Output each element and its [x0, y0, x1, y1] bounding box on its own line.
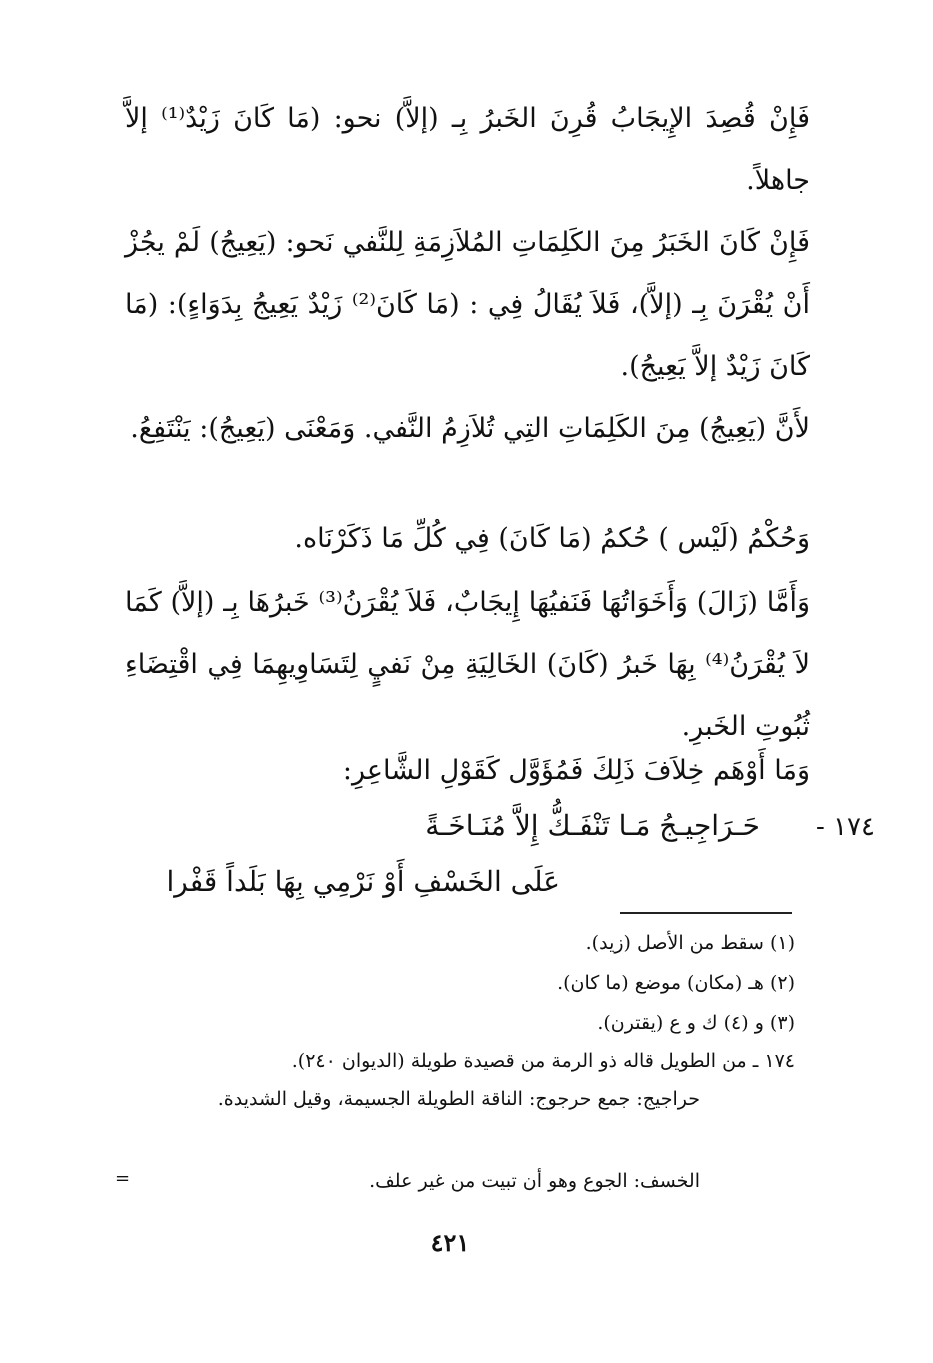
- footnote-gloss-harajij: حراجيج: جمع حرجوج: الناقة الطويلة الجسيمة، وقيل الشديدة.: [217, 1088, 700, 1110]
- footnote-1: (١) سقط من الأصل (زيد).: [585, 932, 795, 954]
- paragraph-1: فَإِنْ قُصِدَ الإِيجَابُ قُرِنَ الخَبرُ بِـ (إلاَّ) نحو: (مَا كَانَ زَيْدٌ⁽¹⁾ إلاَّ جاهلاً.: [125, 103, 810, 196]
- verse-line-2: عَلَى الخَسْفِ أَوْ نَرْمِي بِهَا بَلَداً قَفْرا: [166, 865, 560, 898]
- paragraph-3: لأَنَّ (يَعِيجُ) مِنَ الكَلِمَاتِ التِي تُلاَزِمُ النَّفي. وَمَعْنَى (يَعِيجُ): يَنْتَفِعُ.: [130, 413, 810, 444]
- verse-number: ١٧٤ -: [816, 812, 875, 842]
- paragraph-2: فَإِنْ كَانَ الخَبَرُ مِنَ الكَلِمَاتِ المُلاَزِمَةِ لِلنَّفي نَحو: (يَعِيجُ) لَمْ يجُزْ أَنْ يُقْرَنَ بِـ (إلاَّ)، فَلاَ يُقَالُ فِي : (مَا كَانَ⁽²⁾ زَيْدٌ يَعِيجُ بِدَوَاءٍ): (مَا كَانَ زَيْدٌ إلاَّ يَعِيجُ).: [125, 227, 810, 382]
- paragraph-4: وَحُكْمُ (لَيْس ) حُكمُ (مَا كَانَ) فِي كُلِّ مَا ذَكَرْنَاه.: [294, 523, 810, 554]
- verse-line-1: حَـرَاجِيـجُ مَـا تَنْفَـكُّ إِلاَّ مُنَـاخَـةً: [425, 809, 760, 842]
- footnote-2: (٢) هـ (مكان) موضع (ما كان).: [557, 972, 795, 994]
- footnote-verse-source: ١٧٤ ـ من الطويل قاله ذو الرمة من قصيدة طويلة (الديوان ٢٤٠).: [291, 1050, 795, 1072]
- footnote-gloss-khasf: الخسف: الجوع وهو أن تبيت من غير علف.: [369, 1170, 700, 1192]
- footnote-divider: [620, 912, 792, 914]
- paragraph-5: وَأَمَّا (زَالَ) وَأَخَوَاتُهَا فَنَفيُهَا إِيجَابٌ، فَلاَ يُقْرَنُ⁽³⁾ خَبرُهَا بِـ (إلاَّ) كَمَا لاَ يُقْرَنُ⁽⁴⁾ بِهَا خَبرُ (كَانَ) الخَالِيَةِ مِنْ نَفيٍ لِتَسَاوِيهِمَا فِي اقْتِضَاءِ ثُبُوتِ الخَبرِ.: [125, 587, 811, 742]
- paragraph-6: وَمَا أَوْهَم خِلاَفَ ذَلِكَ فَمُؤَوَّل كَقَوْلِ الشَّاعِرِ:: [342, 755, 810, 786]
- continuation-mark: =: [115, 1168, 131, 1189]
- footnote-3: (٣) و (٤) ك و ع (يقترن).: [597, 1012, 795, 1034]
- page-number: ٤٢١: [430, 1228, 470, 1257]
